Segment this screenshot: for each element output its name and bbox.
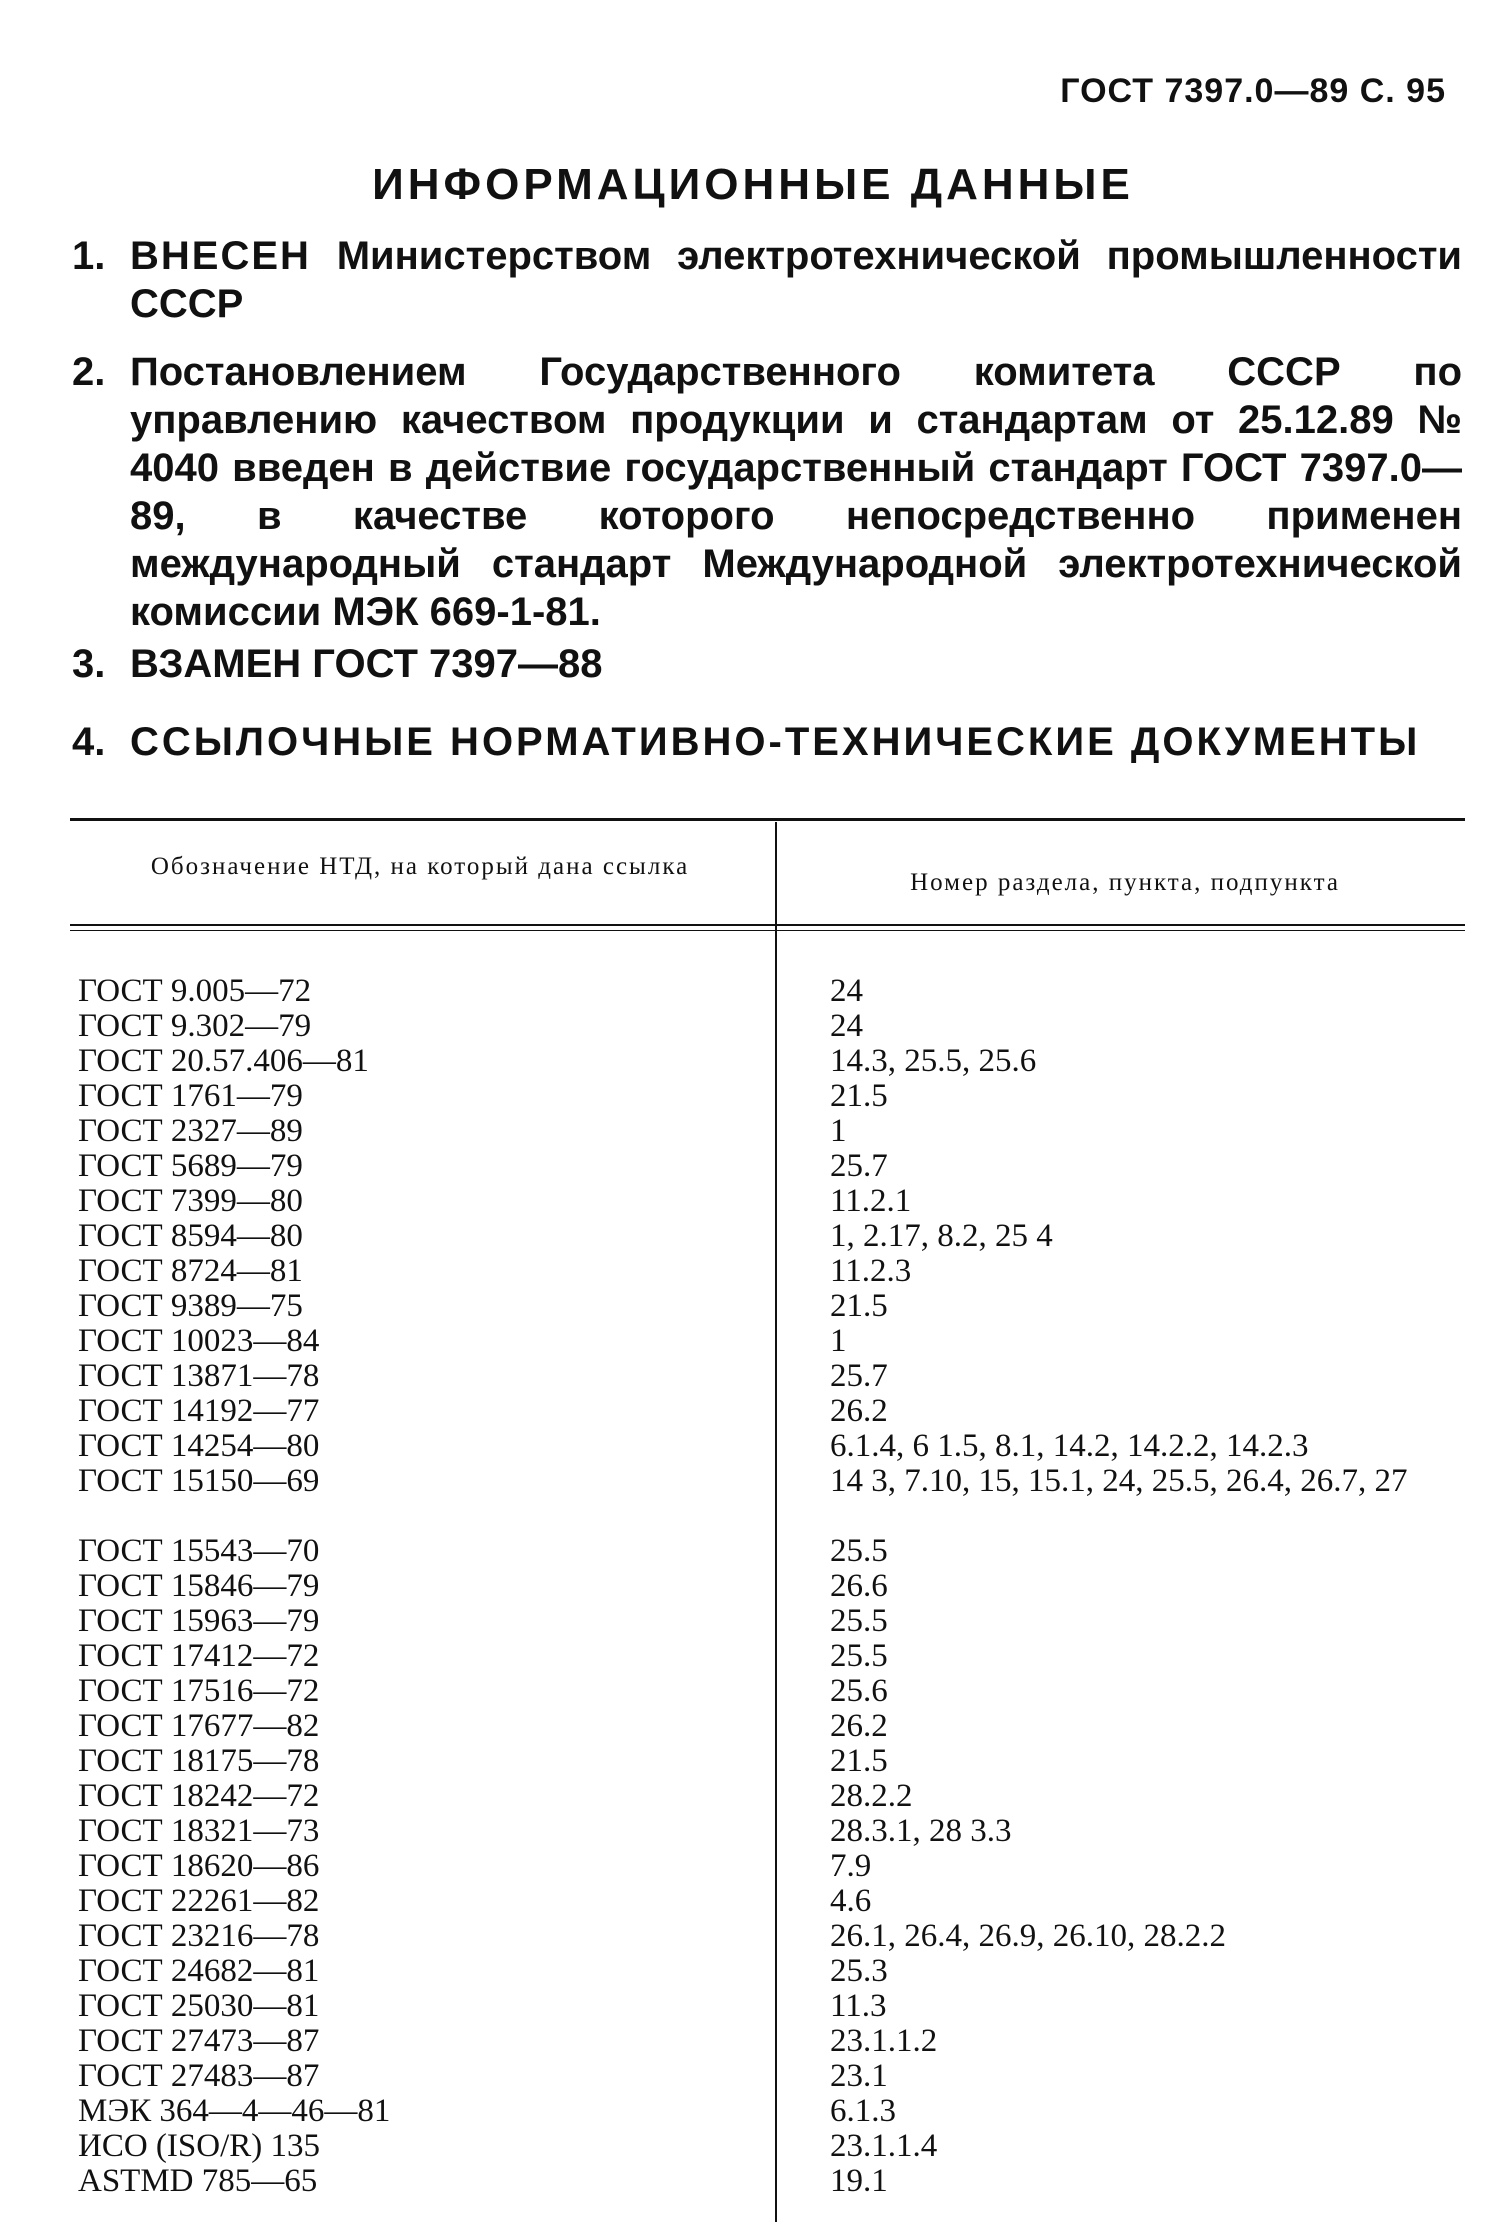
document-designation: ГОСТ 14192—77 — [78, 1393, 320, 1429]
section-references-list — [830, 974, 1450, 2199]
document-designation: ГОСТ 25030—81 — [78, 1988, 320, 2024]
document-designation: ГОСТ 17677—82 — [78, 1708, 320, 1744]
item-number: 2. — [72, 350, 106, 394]
section-reference: 1 — [830, 1113, 847, 1149]
document-designation: ГОСТ 14254—80 — [78, 1428, 320, 1464]
section-reference: 24 — [830, 1008, 863, 1044]
document-designation: ГОСТ 18620—86 — [78, 1848, 320, 1884]
section-reference: 26.2 — [830, 1708, 888, 1744]
section-reference: 26.2 — [830, 1393, 888, 1429]
info-item-2 — [72, 348, 1462, 636]
item-text: ВЗАМЕН ГОСТ 7397—88 — [130, 642, 603, 686]
document-designation: ГОСТ 2327—89 — [78, 1113, 303, 1149]
document-designation: ГОСТ 18242—72 — [78, 1778, 320, 1814]
document-designation: ГОСТ 1761—79 — [78, 1078, 303, 1114]
document-designation: ГОСТ 15846—79 — [78, 1568, 320, 1604]
section-reference: 28.2.2 — [830, 1778, 913, 1814]
document-designation: ГОСТ 17516—72 — [78, 1673, 320, 1709]
document-designation: ГОСТ 7399—80 — [78, 1183, 303, 1219]
page-title: ИНФОРМАЦИОННЫЕ ДАННЫЕ — [372, 160, 1134, 209]
section-reference: 25.7 — [830, 1148, 888, 1184]
table-column-divider — [775, 822, 777, 2222]
document-designation: ГОСТ 15963—79 — [78, 1603, 320, 1639]
section-reference: 21.5 — [830, 1078, 888, 1114]
info-item-4 — [72, 718, 1462, 766]
info-item-3 — [72, 640, 1462, 688]
document-designation: ГОСТ 10023—84 — [78, 1323, 320, 1359]
section-reference: 4.6 — [830, 1883, 872, 1919]
item-number: 4. — [72, 720, 106, 764]
section-reference: 25.3 — [830, 1953, 888, 1989]
document-designation: ГОСТ 20.57.406—81 — [78, 1043, 369, 1079]
referenced-documents-list — [78, 974, 758, 2199]
section-reference: 28.3.1, 28 3.3 — [830, 1813, 1012, 1849]
section-reference: 25.5 — [830, 1638, 888, 1674]
table-header-rule-double — [70, 930, 1465, 931]
page-header: ГОСТ 7397.0—89 С. 95 — [1060, 72, 1446, 110]
document-designation: ГОСТ 8594—80 — [78, 1218, 303, 1254]
document-designation: ГОСТ 27473—87 — [78, 2023, 320, 2059]
section-reference: 19.1 — [830, 2163, 888, 2199]
document-designation: ГОСТ 22261—82 — [78, 1883, 320, 1919]
item-number: 1. — [72, 234, 106, 278]
section-reference: 23.1 — [830, 2058, 888, 2094]
document-designation: ГОСТ 18321—73 — [78, 1813, 320, 1849]
section-reference: 25.5 — [830, 1533, 888, 1569]
section-reference: 1 — [830, 1323, 847, 1359]
item-text: Министерством электротехнической промышленности СССР — [130, 234, 1462, 326]
section-reference: 11.2.3 — [830, 1253, 912, 1289]
document-designation: ASTMD 785—65 — [78, 2163, 318, 2199]
item-lead: ВНЕСЕН — [130, 234, 311, 278]
column-header-document: Обозначение НТД, на который дана ссылка — [150, 853, 690, 880]
section-reference: 11.2.1 — [830, 1183, 912, 1219]
section-reference: 26.6 — [830, 1568, 888, 1604]
section-reference: 11.3 — [830, 1988, 887, 2024]
document-designation: ГОСТ 13871—78 — [78, 1358, 320, 1394]
section-reference: 7.9 — [830, 1848, 872, 1884]
document-designation: ГОСТ 18175—78 — [78, 1743, 320, 1779]
info-item-1 — [72, 232, 1462, 328]
section-reference: 23.1.1.4 — [830, 2128, 938, 2164]
table-header-rule — [70, 924, 1465, 926]
section-reference: 21.5 — [830, 1743, 888, 1779]
section-reference: 21.5 — [830, 1288, 888, 1324]
document-designation: ГОСТ 5689—79 — [78, 1148, 303, 1184]
section-reference: 6.1.3 — [830, 2093, 896, 2129]
section-reference: 25.6 — [830, 1673, 888, 1709]
document-designation: ИСО (ISO/R) 135 — [78, 2128, 321, 2164]
document-designation: ГОСТ 9.302—79 — [78, 1008, 312, 1044]
document-designation: ГОСТ 8724—81 — [78, 1253, 303, 1289]
item-number: 3. — [72, 642, 106, 686]
section-reference: 1, 2.17, 8.2, 25 4 — [830, 1218, 1053, 1254]
document-designation: ГОСТ 9389—75 — [78, 1288, 303, 1324]
document-designation: ГОСТ 27483—87 — [78, 2058, 320, 2094]
document-designation: ГОСТ 15150—69 — [78, 1463, 320, 1499]
section-reference: 26.1, 26.4, 26.9, 26.10, 28.2.2 — [830, 1918, 1226, 1954]
section-reference: 25.5 — [830, 1603, 888, 1639]
document-designation: ГОСТ 24682—81 — [78, 1953, 320, 1989]
document-designation: ГОСТ 23216—78 — [78, 1918, 320, 1954]
section-reference: 24 — [830, 973, 863, 1009]
section-reference: 14 3, 7.10, 15, 15.1, 24, 25.5, 26.4, 26.7, 27 — [830, 1463, 1408, 1499]
document-designation: ГОСТ 15543—70 — [78, 1533, 320, 1569]
item-text: Постановлением Государственного комитета СССР по управлению качеством продукции и стандартам от 25.12.89 № 4040 введен в действие государственный стандарт ГОСТ 7397.0—89, в качестве которого непосредственно применен международный стандарт Международной электротехнической комиссии МЭК 669-1-81. — [130, 350, 1462, 634]
section-reference: 25.7 — [830, 1358, 888, 1394]
section-reference: 6.1.4, 6 1.5, 8.1, 14.2, 14.2.2, 14.2.3 — [830, 1428, 1309, 1464]
section-reference: 14.3, 25.5, 25.6 — [830, 1043, 1037, 1079]
document-designation: ГОСТ 17412—72 — [78, 1638, 320, 1674]
item-text: ССЫЛОЧНЫЕ НОРМАТИВНО-ТЕХНИЧЕСКИЕ ДОКУМЕНТЫ — [130, 720, 1421, 764]
column-header-section: Номер раздела, пункта, подпункта — [910, 869, 1340, 896]
section-reference: 23.1.1.2 — [830, 2023, 938, 2059]
document-designation: ГОСТ 9.005—72 — [78, 973, 312, 1009]
document-designation: МЭК 364—4—46—81 — [78, 2093, 391, 2129]
table-top-rule — [70, 818, 1465, 821]
